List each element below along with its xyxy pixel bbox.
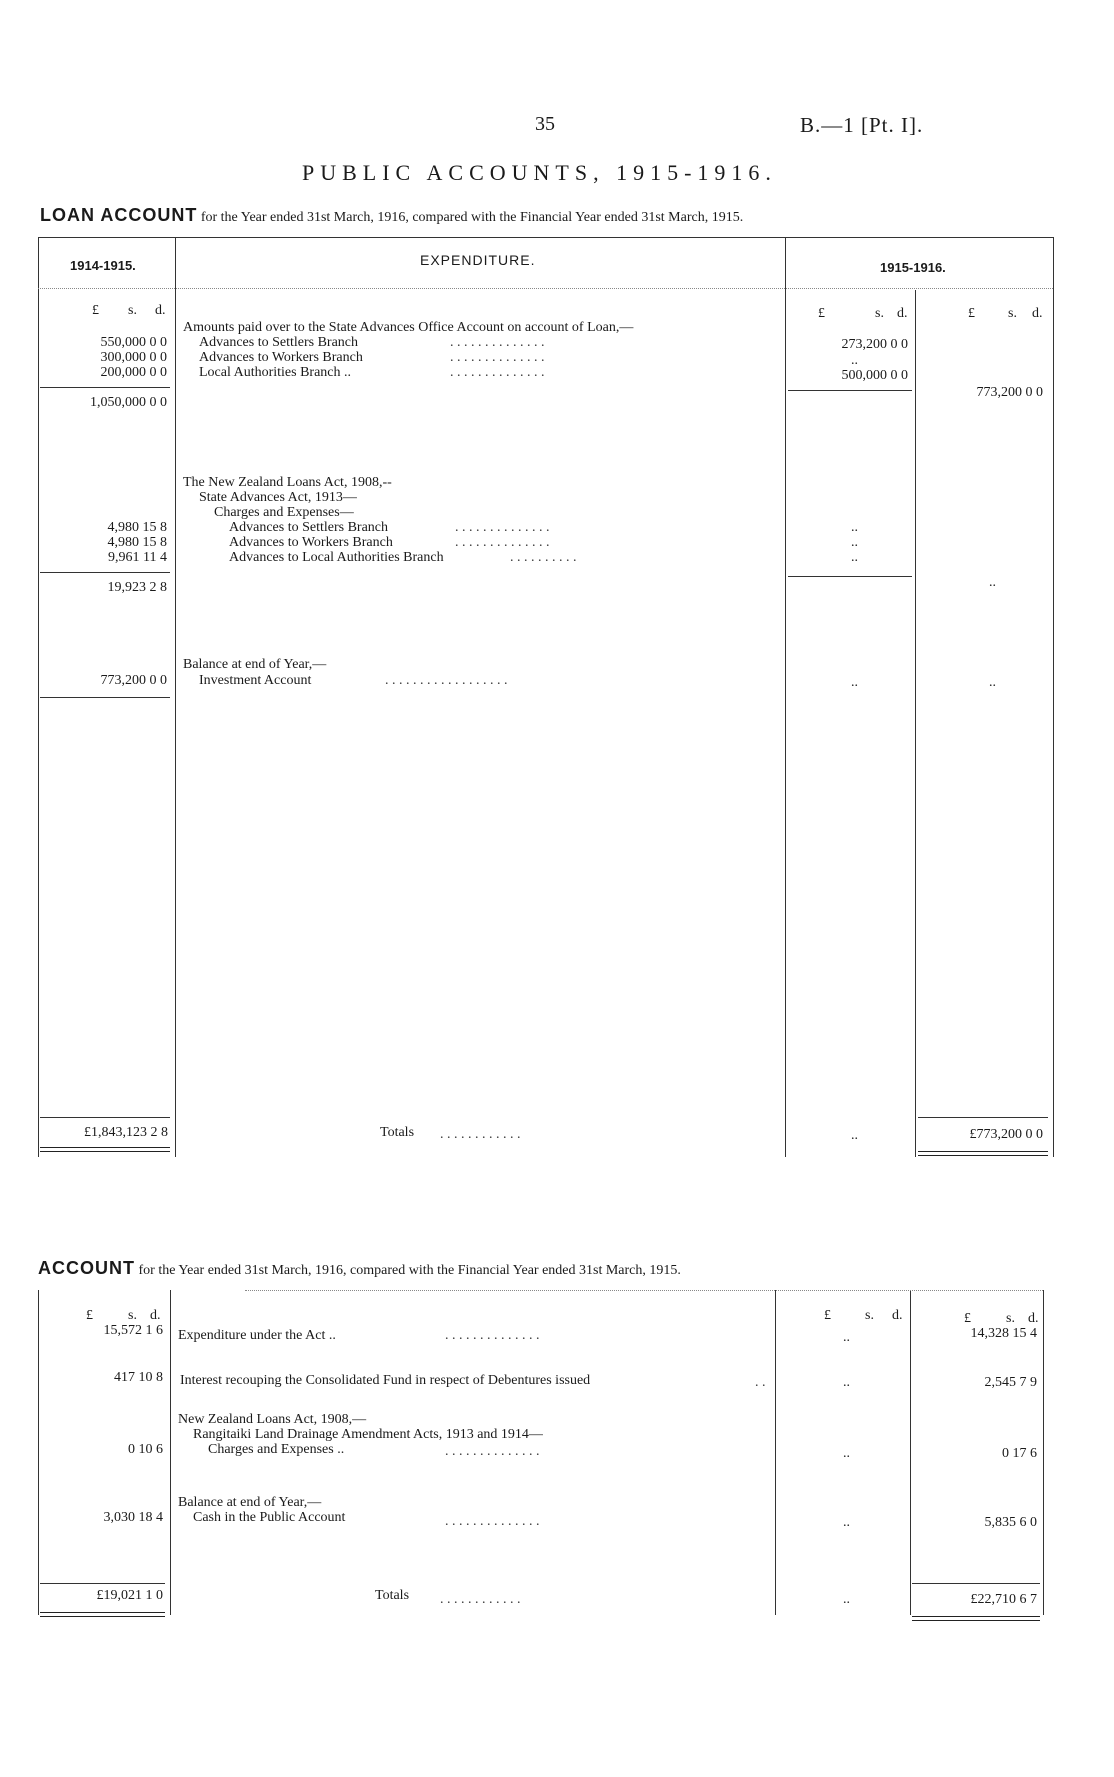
- curr-amount-local: 500,000 0 0: [841, 368, 908, 383]
- col-header-expenditure: EXPENDITURE.: [420, 252, 536, 268]
- curr-charges-1: ..: [843, 1446, 850, 1461]
- curr-interest-2: 2,545 7 9: [984, 1375, 1037, 1390]
- curr-amount-settlers: 273,200 0 0: [841, 337, 908, 352]
- curr-total-1: ..: [851, 1128, 858, 1143]
- unit-shilling: s.: [1006, 1311, 1015, 1326]
- unit-pound: £: [964, 1311, 971, 1326]
- second-account-title-bold: ACCOUNT: [38, 1258, 135, 1278]
- unit-pence: d.: [155, 303, 166, 318]
- col-header-1915-1916: 1915-1916.: [880, 260, 946, 275]
- prev-amount-workers: 300,000 0 0: [100, 350, 167, 365]
- prev-total: £19,021 1 0: [96, 1588, 163, 1603]
- prev-expenditure: 15,572 1 6: [103, 1323, 163, 1338]
- rangitaiki-heading: Rangitaiki Land Drainage Amendment Acts, 1913 and 1914—: [193, 1427, 543, 1442]
- col-header-1914-1915: 1914-1915.: [70, 258, 136, 273]
- balance-heading: Balance at end of Year,—: [183, 657, 327, 672]
- curr-expenditure-2: 14,328 15 4: [970, 1326, 1037, 1341]
- leader-dots: . . . . . . . . . . . . . .: [445, 1328, 540, 1343]
- unit-pound: £: [968, 306, 975, 321]
- leader-dots: . . . . . . . . . . . . . .: [445, 1444, 540, 1459]
- unit-pence: d.: [892, 1308, 903, 1323]
- curr-charges-2: 0 17 6: [1002, 1446, 1037, 1461]
- curr-expenditure-1: ..: [843, 1330, 850, 1345]
- curr-investment-account-1: ..: [851, 675, 858, 690]
- row-label-interest: Interest recouping the Consolidated Fund in respect of Debentures issued: [180, 1373, 591, 1388]
- prev-total: £1,843,123 2 8: [84, 1125, 168, 1140]
- curr-charges-settlers: ..: [851, 520, 858, 535]
- amounts-paid-heading: Amounts paid over to the State Advances Office Account on account of Loan,—: [183, 320, 634, 335]
- unit-pence: d.: [897, 306, 908, 321]
- row-label-investment-account: Investment Account: [199, 673, 312, 688]
- prev-cash: 3,030 18 4: [103, 1510, 163, 1525]
- prev-amount-local: 200,000 0 0: [100, 365, 167, 380]
- loan-account-title-bold: LOAN ACCOUNT: [40, 205, 198, 225]
- prev-charges-subtotal: 19,923 2 8: [107, 580, 167, 595]
- leader-dots: . . . . . . . . . . . . . .: [445, 1514, 540, 1529]
- curr-charges-workers: ..: [851, 535, 858, 550]
- prev-charges-local: 9,961 11 4: [108, 550, 167, 565]
- leader-dots: . . . . . . . . . . . . . .: [455, 520, 550, 535]
- leader-dots: . . . . . . . . . . . . . .: [450, 350, 545, 365]
- page-number: 35: [535, 113, 555, 135]
- second-account-title-rest: for the Year ended 31st March, 1916, compared with the Financial Year ended 31st March, 1915.: [138, 1263, 681, 1278]
- leader-dots: . . . . . . . . . . . . . .: [450, 335, 545, 350]
- totals-label: Totals: [375, 1588, 410, 1603]
- unit-pound: £: [824, 1308, 831, 1323]
- page-title: PUBLIC ACCOUNTS, 1915-1916.: [302, 160, 777, 185]
- leader-dots: . . . . . . . . . . . . . .: [455, 535, 550, 550]
- leader-dots: . . . . . . . . . . . . . . . . . .: [385, 673, 508, 688]
- row-label-charges-workers: Advances to Workers Branch: [229, 535, 393, 550]
- curr-cash-1: ..: [843, 1515, 850, 1530]
- row-label-expenditure: Expenditure under the Act ..: [178, 1328, 336, 1343]
- leader-dots: . . . . . . . . . .: [510, 550, 577, 565]
- prev-charges: 0 10 6: [128, 1442, 163, 1457]
- unit-pound: £: [818, 306, 825, 321]
- curr-total-2: £22,710 6 7: [970, 1592, 1037, 1607]
- curr-total-2: £773,200 0 0: [969, 1127, 1043, 1142]
- leader-dots: . . . . . . . . . . . . . .: [450, 365, 545, 380]
- charges-heading: Charges and Expenses—: [214, 505, 354, 520]
- unit-shilling: s.: [1008, 306, 1017, 321]
- unit-shilling: s.: [875, 306, 884, 321]
- unit-pence: d.: [150, 1308, 161, 1323]
- curr-interest-1: ..: [843, 1375, 850, 1390]
- row-label-workers: Advances to Workers Branch: [199, 350, 363, 365]
- curr-subtotal-advances: 773,200 0 0: [976, 385, 1043, 400]
- curr-amount-workers: ..: [851, 353, 858, 368]
- loan-account-title-rest: for the Year ended 31st March, 1916, compared with the Financial Year ended 31st March, 1915.: [200, 210, 744, 225]
- unit-pound: £: [86, 1308, 93, 1323]
- curr-total-1: ..: [843, 1592, 850, 1607]
- unit-pence: d.: [1028, 1311, 1039, 1326]
- unit-shilling: s.: [128, 303, 137, 318]
- leader-dots: . .: [755, 1375, 766, 1390]
- unit-shilling: s.: [128, 1308, 137, 1323]
- loans-act-heading: The New Zealand Loans Act, 1908,--: [183, 475, 392, 490]
- row-label-local: Local Authorities Branch ..: [199, 365, 352, 380]
- row-label-charges-settlers: Advances to Settlers Branch: [229, 520, 389, 535]
- document-reference: B.—1 [Pt. I].: [800, 113, 924, 137]
- curr-investment-account-2: ..: [989, 675, 996, 690]
- curr-charges-subtotal: ..: [989, 575, 996, 590]
- row-label-cash: Cash in the Public Account: [193, 1510, 346, 1525]
- balance-heading: Balance at end of Year,—: [178, 1495, 322, 1510]
- second-account-heading: [38, 1258, 681, 1279]
- curr-cash-2: 5,835 6 0: [984, 1515, 1037, 1530]
- prev-amount-settlers: 550,000 0 0: [100, 335, 167, 350]
- prev-charges-settlers: 4,980 15 8: [107, 520, 167, 535]
- prev-interest: 417 10 8: [114, 1370, 163, 1385]
- prev-subtotal-advances: 1,050,000 0 0: [90, 395, 167, 410]
- loan-account-heading: [40, 205, 743, 226]
- row-label-settlers: Advances to Settlers Branch: [199, 335, 359, 350]
- prev-investment-account: 773,200 0 0: [100, 673, 167, 688]
- row-label-charges-local: Advances to Local Authorities Branch: [229, 550, 444, 565]
- unit-pence: d.: [1032, 306, 1043, 321]
- curr-charges-local: ..: [851, 550, 858, 565]
- unit-shilling: s.: [865, 1308, 874, 1323]
- state-advances-act-heading: State Advances Act, 1913—: [199, 490, 357, 505]
- prev-charges-workers: 4,980 15 8: [107, 535, 167, 550]
- totals-label: Totals: [380, 1125, 415, 1140]
- nz-loans-act-heading: New Zealand Loans Act, 1908,—: [178, 1412, 367, 1427]
- unit-pound: £: [92, 303, 99, 318]
- row-label-charges: Charges and Expenses ..: [208, 1442, 345, 1457]
- leader-dots: . . . . . . . . . . . .: [440, 1592, 521, 1607]
- leader-dots: . . . . . . . . . . . .: [440, 1127, 521, 1142]
